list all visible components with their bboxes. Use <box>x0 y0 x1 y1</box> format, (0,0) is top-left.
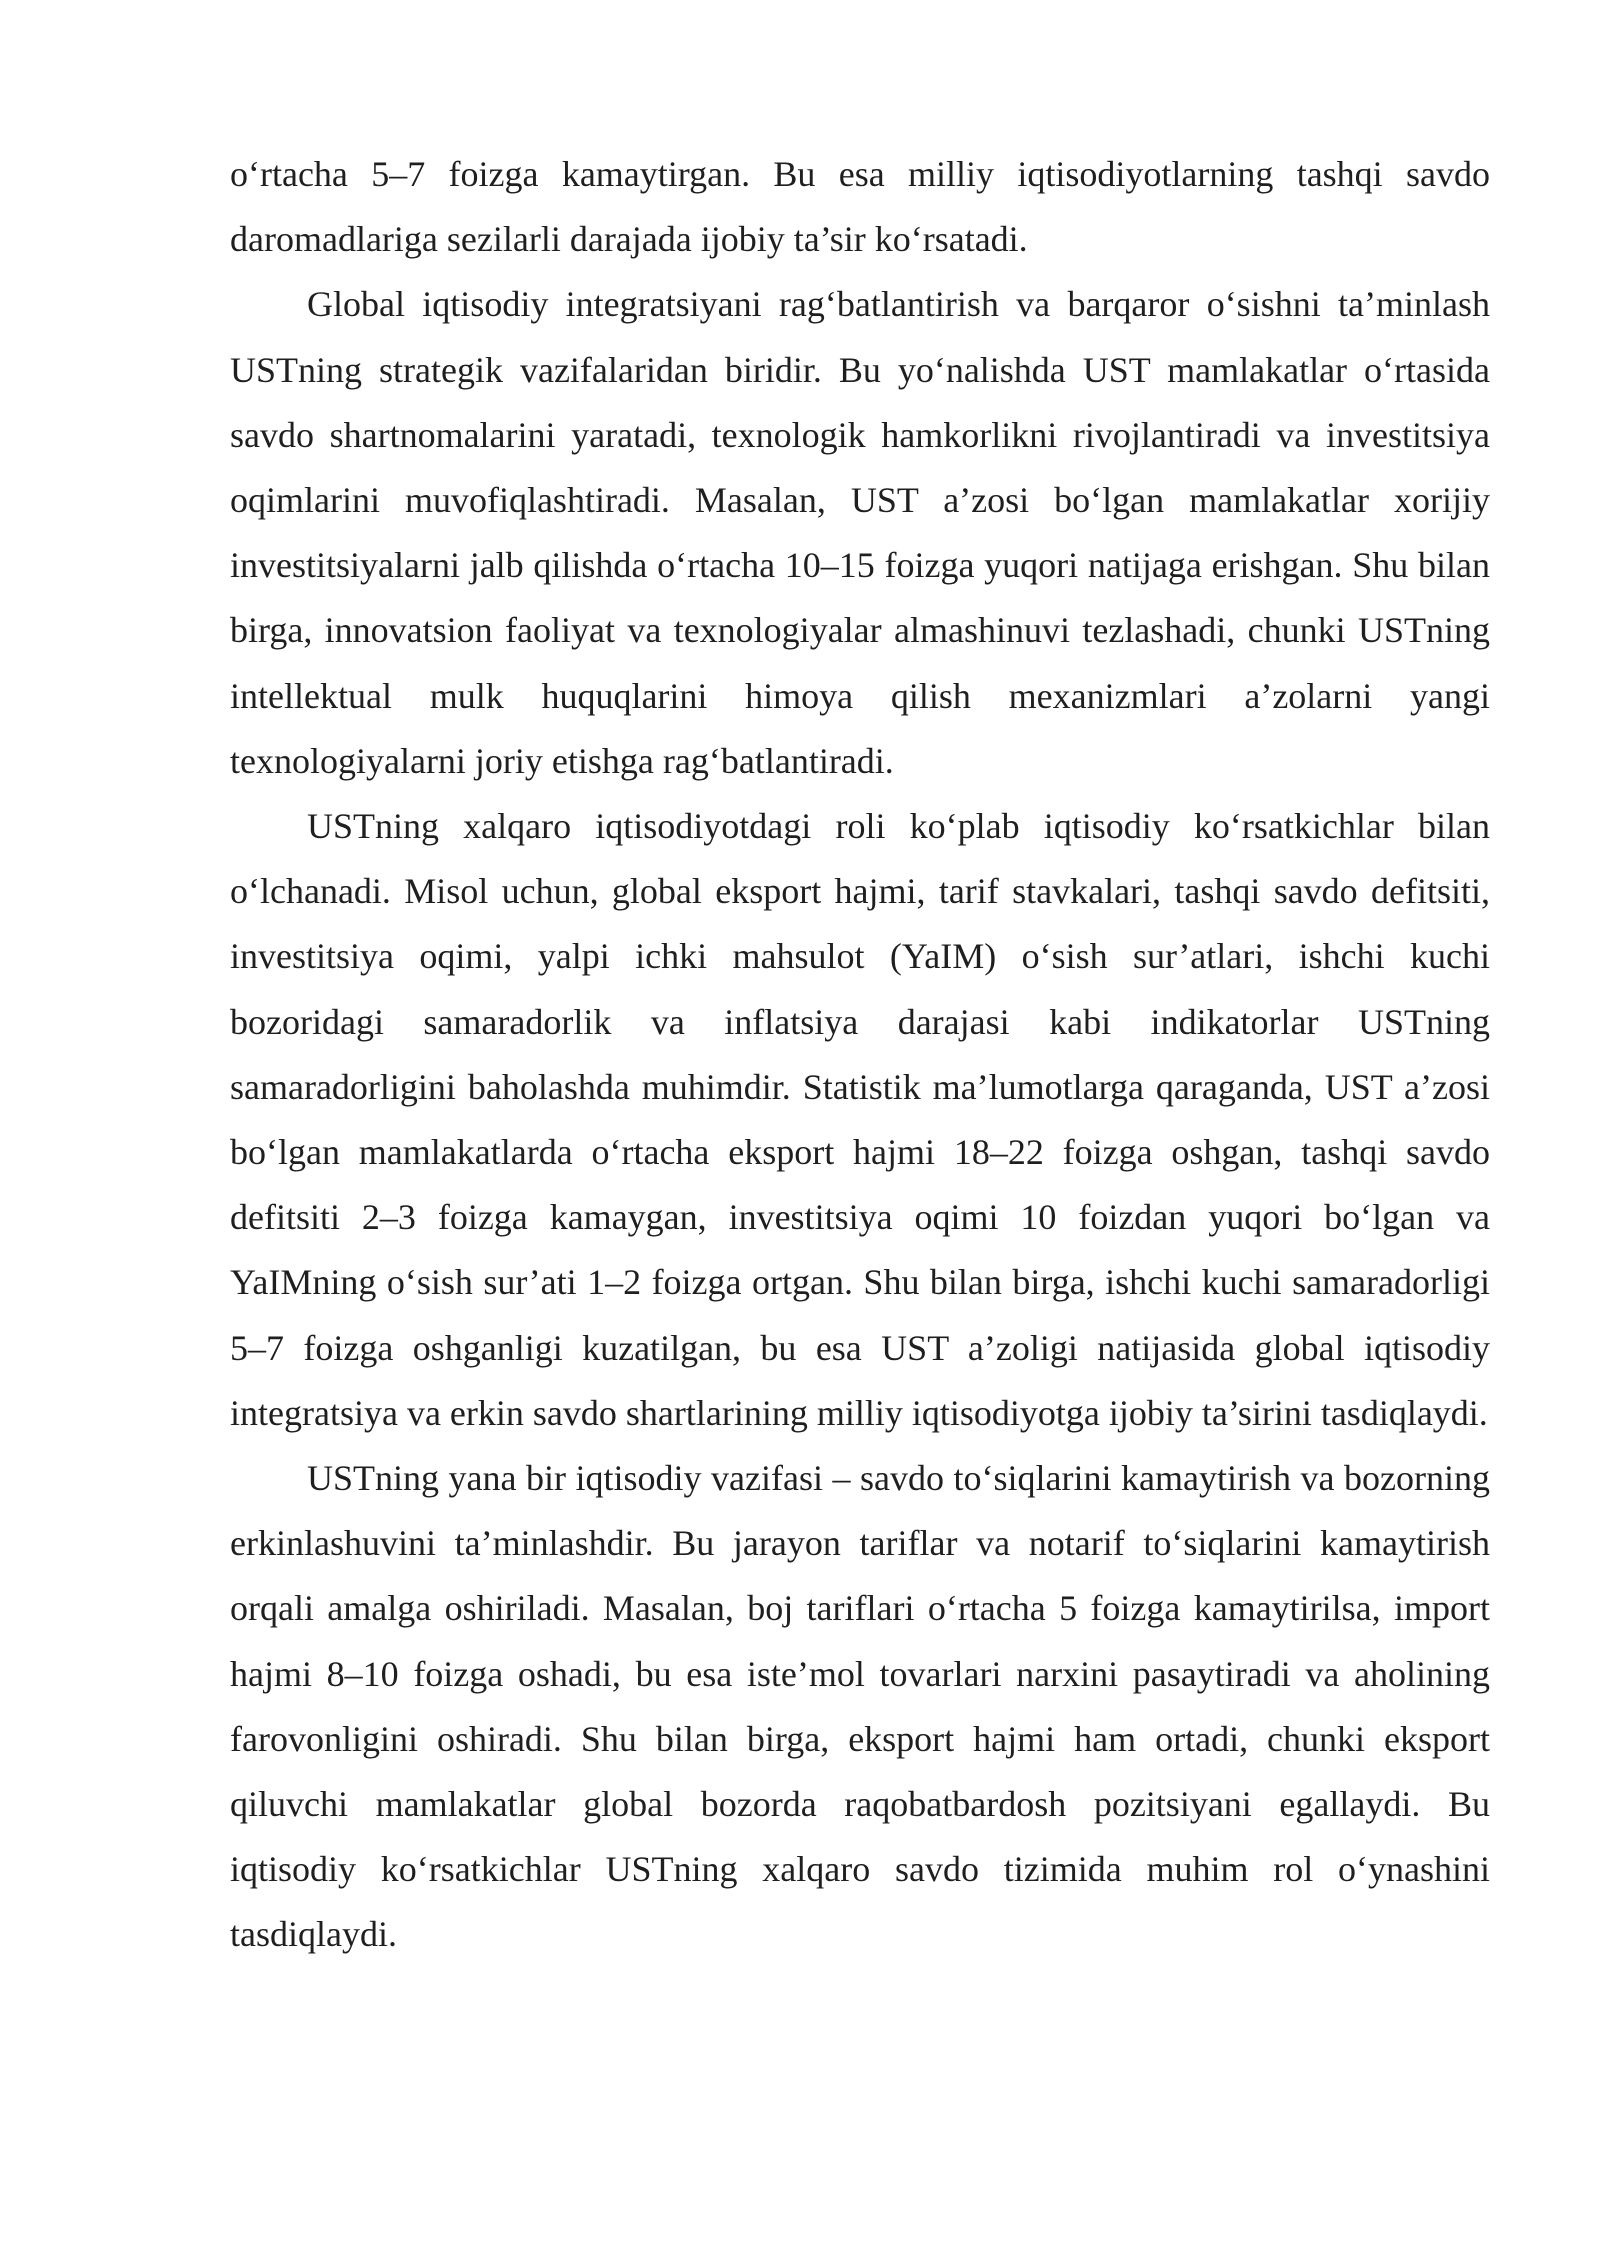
paragraph-global-integration: Global iqtisodiy integratsiyani rag‘batlantirish va barqaror o‘sishni ta’minlash USTning strategik vazifalaridan biridir. Bu yo‘nalishda UST mamlakatlar o‘rtasida savdo shartnomalarini yaratadi, texnologik hamkorlikni rivojlantiradi va investitsiya oqimlarini muvofiqlashtiradi. Masalan, UST a’zosi bo‘lgan mamlakatlar xorijiy investitsiyalarni jalb qilishda o‘rtacha 10–15 foizga yuqori natijaga erishgan. Shu bilan birga, innovatsion faoliyat va texnologiyalar almashinuvi tezlashadi, chunki USTning intellektual mulk huquqlarini himoya qilish mexanizmlari a’zolarni yangi texnologiyalarni joriy etishga rag‘batlantiradi. <box>230 284 1490 781</box>
paragraph-continuation: o‘rtacha 5–7 foizga kamaytirgan. Bu esa milliy iqtisodiyotlarning tashqi savdo daromadlariga sezilarli darajada ijobiy ta’sir ko‘rsatadi. <box>230 154 1490 260</box>
paragraph-economic-indicators: USTning xalqaro iqtisodiyotdagi roli ko‘plab iqtisodiy ko‘rsatkichlar bilan o‘lchanadi. Misol uchun, global eksport hajmi, tarif stavkalari, tashqi savdo defitsiti, investitsiya oqimi, yalpi ichki mahsulot (YaIM) o‘sish sur’atlari, ishchi kuchi bozoridagi samaradorlik va inflatsiya darajasi kabi indikatorlar USTning samaradorligini baholashda muhimdir. Statistik ma’lumotlarga qaraganda, UST a’zosi bo‘lgan mamlakatlarda o‘rtacha eksport hajmi 18–22 foizga oshgan, tashqi savdo defitsiti 2–3 foizga kamaygan, investitsiya oqimi 10 foizdan yuqori bo‘lgan va YaIMning o‘sish sur’ati 1–2 foizga ortgan. Shu bilan birga, ishchi kuchi samaradorligi 5–7 foizga oshganligi kuzatilgan, bu esa UST a’zoligi natijasida global iqtisodiy integratsiya va erkin savdo shartlarining milliy iqtisodiyotga ijobiy ta’sirini tasdiqlaydi. <box>230 806 1490 1433</box>
body-text <box>230 142 1490 1968</box>
paragraph-trade-barriers: USTning yana bir iqtisodiy vazifasi – savdo to‘siqlarini kamaytirish va bozorning erkinlashuvini ta’minlashdir. Bu jarayon tariflar va notarif to‘siqlarini kamaytirish orqali amalga oshiriladi. Masalan, boj tariflari o‘rtacha 5 foizga kamaytirilsa, import hajmi 8–10 foizga oshadi, bu esa iste’mol tovarlari narxini pasaytiradi va aholining farovonligini oshiradi. Shu bilan birga, eksport hajmi ham ortadi, chunki eksport qiluvchi mamlakatlar global bozorda raqobatbardosh pozitsiyani egallaydi. Bu iqtisodiy ko‘rsatkichlar USTning xalqaro savdo tizimida muhim rol o‘ynashini tasdiqlaydi. <box>230 1458 1490 1955</box>
